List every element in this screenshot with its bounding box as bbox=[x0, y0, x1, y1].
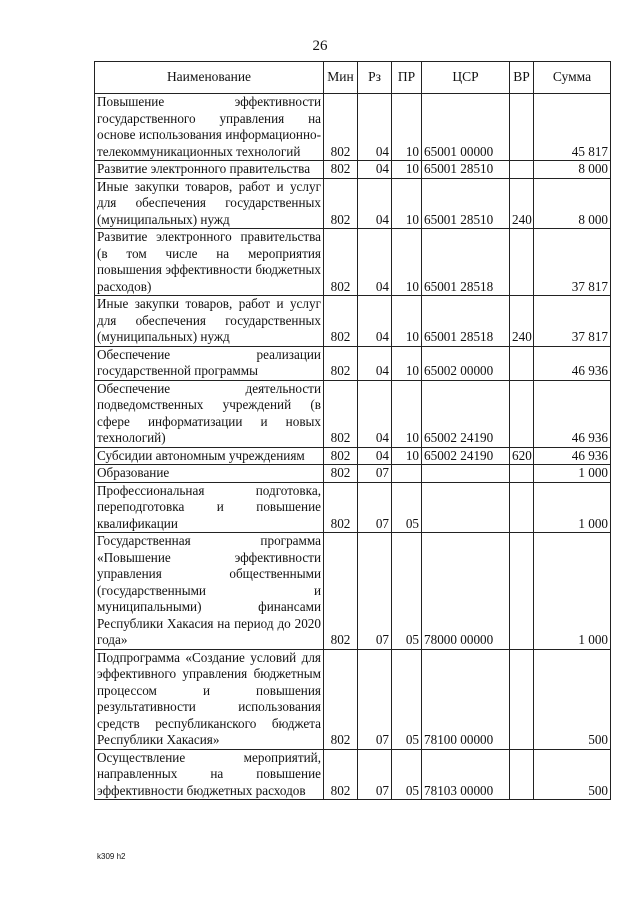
cell-pr: 10 bbox=[392, 447, 422, 465]
cell-pr: 10 bbox=[392, 161, 422, 179]
table-row bbox=[95, 94, 611, 161]
cell-rz: 04 bbox=[358, 178, 392, 229]
table-row bbox=[95, 380, 611, 447]
cell-csr: 65002 24190 bbox=[422, 447, 510, 465]
cell-vr: 240 bbox=[510, 296, 534, 347]
cell-rz: 04 bbox=[358, 380, 392, 447]
cell-vr bbox=[510, 649, 534, 749]
cell-csr: 65001 28510 bbox=[422, 161, 510, 179]
cell-name: Обеспечение реализации государственной программы bbox=[95, 346, 324, 380]
cell-pr: 10 bbox=[392, 178, 422, 229]
cell-sum: 8 000 bbox=[534, 161, 611, 179]
cell-csr: 78100 00000 bbox=[422, 649, 510, 749]
cell-rz: 07 bbox=[358, 533, 392, 650]
table-row bbox=[95, 346, 611, 380]
cell-csr: 65002 00000 bbox=[422, 346, 510, 380]
cell-csr: 65002 24190 bbox=[422, 380, 510, 447]
table-row bbox=[95, 482, 611, 533]
table-body bbox=[95, 94, 611, 800]
cell-rz: 07 bbox=[358, 465, 392, 483]
cell-name: Обеспечение деятельности подведомственных учреждений (в сфере информатизации и новых технологий) bbox=[95, 380, 324, 447]
cell-vr bbox=[510, 749, 534, 800]
cell-pr: 10 bbox=[392, 346, 422, 380]
cell-min: 802 bbox=[324, 465, 358, 483]
cell-min: 802 bbox=[324, 161, 358, 179]
table-row bbox=[95, 447, 611, 465]
cell-vr: 620 bbox=[510, 447, 534, 465]
cell-sum: 46 936 bbox=[534, 380, 611, 447]
cell-pr: 05 bbox=[392, 533, 422, 650]
cell-name: Субсидии автономным учреждениям bbox=[95, 447, 324, 465]
cell-sum: 45 817 bbox=[534, 94, 611, 161]
cell-pr: 05 bbox=[392, 649, 422, 749]
cell-sum: 37 817 bbox=[534, 296, 611, 347]
cell-pr bbox=[392, 465, 422, 483]
table-row bbox=[95, 749, 611, 800]
cell-min: 802 bbox=[324, 380, 358, 447]
cell-vr bbox=[510, 482, 534, 533]
cell-csr: 78103 00000 bbox=[422, 749, 510, 800]
cell-name: Повышение эффективности государственного управления на основе использования информационно-телекоммуникационных технологий bbox=[95, 94, 324, 161]
cell-rz: 04 bbox=[358, 229, 392, 296]
cell-sum: 8 000 bbox=[534, 178, 611, 229]
table-row bbox=[95, 161, 611, 179]
col-header-min: Мин bbox=[324, 62, 358, 94]
cell-rz: 07 bbox=[358, 749, 392, 800]
cell-name: Осуществление мероприятий, направленных на повышение эффективности бюджетных расходов bbox=[95, 749, 324, 800]
cell-sum: 500 bbox=[534, 649, 611, 749]
cell-name: Иные закупки товаров, работ и услуг для обеспечения государственных (муниципальных) нужд bbox=[95, 296, 324, 347]
cell-rz: 04 bbox=[358, 346, 392, 380]
col-header-vr: ВР bbox=[510, 62, 534, 94]
col-header-rz: Рз bbox=[358, 62, 392, 94]
cell-min: 802 bbox=[324, 94, 358, 161]
cell-vr bbox=[510, 94, 534, 161]
cell-min: 802 bbox=[324, 447, 358, 465]
cell-pr: 05 bbox=[392, 749, 422, 800]
table-row bbox=[95, 465, 611, 483]
cell-rz: 04 bbox=[358, 161, 392, 179]
cell-csr: 65001 00000 bbox=[422, 94, 510, 161]
table-row bbox=[95, 229, 611, 296]
cell-sum: 1 000 bbox=[534, 482, 611, 533]
cell-csr: 65001 28518 bbox=[422, 296, 510, 347]
cell-min: 802 bbox=[324, 482, 358, 533]
cell-pr: 10 bbox=[392, 380, 422, 447]
cell-rz: 07 bbox=[358, 482, 392, 533]
cell-csr bbox=[422, 482, 510, 533]
footer-code: k309 h2 bbox=[97, 852, 126, 861]
cell-sum: 46 936 bbox=[534, 346, 611, 380]
page-number: 26 bbox=[312, 38, 328, 54]
col-header-csr: ЦСР bbox=[422, 62, 510, 94]
cell-min: 802 bbox=[324, 178, 358, 229]
cell-min: 802 bbox=[324, 749, 358, 800]
col-header-sum: Сумма bbox=[534, 62, 611, 94]
cell-pr: 10 bbox=[392, 94, 422, 161]
cell-sum: 500 bbox=[534, 749, 611, 800]
cell-csr: 78000 00000 bbox=[422, 533, 510, 650]
col-header-pr: ПР bbox=[392, 62, 422, 94]
cell-name: Подпрограмма «Создание условий для эффективного управления бюджетным процессом и повышения результативности использования средств республиканского бюджета Республики Хакасия» bbox=[95, 649, 324, 749]
cell-csr: 65001 28510 bbox=[422, 178, 510, 229]
cell-rz: 07 bbox=[358, 649, 392, 749]
cell-name: Развитие электронного правительства (в том числе на мероприятия повышения эффективности бюджетных расходов) bbox=[95, 229, 324, 296]
cell-pr: 10 bbox=[392, 229, 422, 296]
cell-min: 802 bbox=[324, 296, 358, 347]
budget-table bbox=[94, 61, 611, 800]
cell-rz: 04 bbox=[358, 447, 392, 465]
cell-name: Образование bbox=[95, 465, 324, 483]
cell-min: 802 bbox=[324, 346, 358, 380]
cell-csr: 65001 28518 bbox=[422, 229, 510, 296]
table-row bbox=[95, 649, 611, 749]
table-row bbox=[95, 178, 611, 229]
cell-csr bbox=[422, 465, 510, 483]
cell-vr: 240 bbox=[510, 178, 534, 229]
cell-name: Иные закупки товаров, работ и услуг для обеспечения государственных (муниципальных) нужд bbox=[95, 178, 324, 229]
table-row bbox=[95, 533, 611, 650]
cell-rz: 04 bbox=[358, 296, 392, 347]
cell-vr bbox=[510, 380, 534, 447]
cell-name: Развитие электронного правительства bbox=[95, 161, 324, 179]
cell-sum: 37 817 bbox=[534, 229, 611, 296]
cell-sum: 46 936 bbox=[534, 447, 611, 465]
cell-vr bbox=[510, 161, 534, 179]
cell-vr bbox=[510, 465, 534, 483]
cell-min: 802 bbox=[324, 533, 358, 650]
table-header-row bbox=[95, 62, 611, 94]
cell-vr bbox=[510, 229, 534, 296]
cell-rz: 04 bbox=[358, 94, 392, 161]
table-row bbox=[95, 296, 611, 347]
cell-name: Государственная программа «Повышение эффективности управления общественными (государственными и муниципальными) финансами Республики Хакасия на период до 2020 года» bbox=[95, 533, 324, 650]
cell-vr bbox=[510, 533, 534, 650]
cell-pr: 05 bbox=[392, 482, 422, 533]
col-header-name: Наименование bbox=[95, 62, 324, 94]
cell-sum: 1 000 bbox=[534, 465, 611, 483]
cell-min: 802 bbox=[324, 229, 358, 296]
cell-min: 802 bbox=[324, 649, 358, 749]
cell-name: Профессиональная подготовка, переподготовка и повышение квалификации bbox=[95, 482, 324, 533]
cell-sum: 1 000 bbox=[534, 533, 611, 650]
cell-pr: 10 bbox=[392, 296, 422, 347]
cell-vr bbox=[510, 346, 534, 380]
